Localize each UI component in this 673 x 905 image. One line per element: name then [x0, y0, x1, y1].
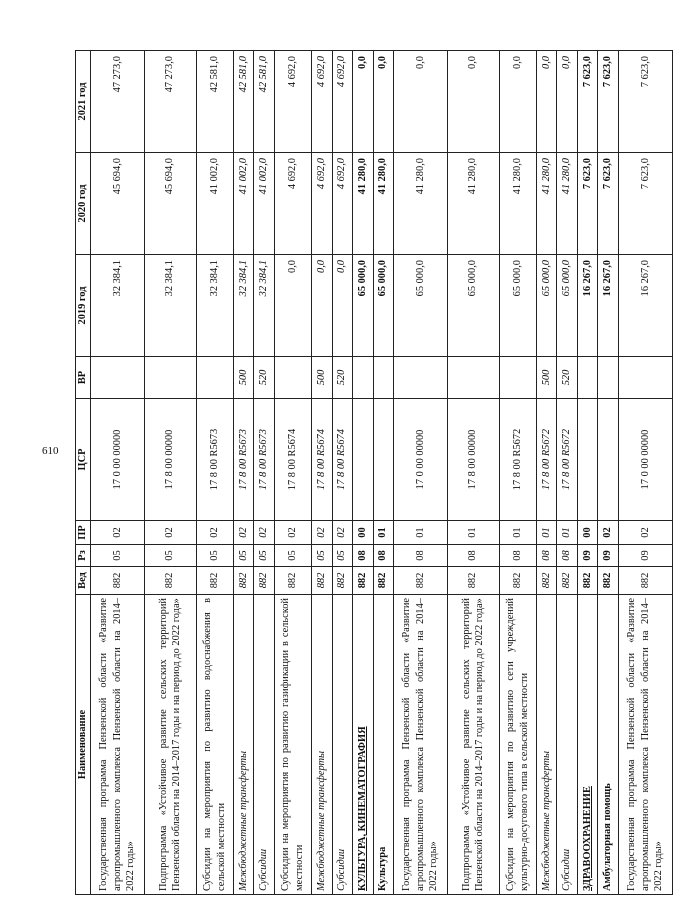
row-2020: 7 623,0: [598, 153, 618, 255]
row-name: Подпрограмма «Устойчивое развитие сельских территорий Пензенской области на 2014–2017 годы и на период до 2022 года»: [448, 595, 499, 895]
row-vr: [91, 357, 145, 399]
row-csr: 17 8 00 R5673: [233, 399, 253, 521]
row-pr: 01: [536, 521, 556, 545]
row-2019: 32 384,1: [91, 255, 145, 357]
table-row: [91, 51, 145, 895]
row-2021: 0,0: [353, 51, 373, 153]
row-ved: 882: [274, 567, 311, 595]
row-vr: [353, 357, 373, 399]
row-ved: 882: [373, 567, 393, 595]
row-ved: 882: [577, 567, 597, 595]
row-2021: 0,0: [448, 51, 499, 153]
row-2019: 65 000,0: [499, 255, 536, 357]
row-pr: 02: [145, 521, 196, 545]
row-ved: 882: [91, 567, 145, 595]
row-ved: 882: [618, 567, 672, 595]
row-2020: 41 280,0: [448, 153, 499, 255]
row-name: Культура: [373, 595, 393, 895]
header-csr: ЦСР: [76, 399, 91, 521]
row-rz: 05: [233, 545, 253, 567]
row-2020: 7 623,0: [577, 153, 597, 255]
row-pr: 00: [577, 521, 597, 545]
row-pr: 01: [373, 521, 393, 545]
row-vr: [598, 357, 618, 399]
row-2020: 41 280,0: [353, 153, 373, 255]
row-rz: 09: [598, 545, 618, 567]
row-pr: 00: [353, 521, 373, 545]
row-2021: 0,0: [557, 51, 577, 153]
row-ved: 882: [448, 567, 499, 595]
row-rz: 05: [196, 545, 233, 567]
row-2019: 0,0: [332, 255, 352, 357]
table-row: [557, 51, 577, 895]
row-vr: 500: [536, 357, 556, 399]
row-csr: 17 0 00 00000: [618, 399, 672, 521]
header-vr: ВР: [76, 357, 91, 399]
row-rz: 08: [394, 545, 448, 567]
row-ved: 882: [332, 567, 352, 595]
row-csr: 17 8 00 R5672: [499, 399, 536, 521]
row-rz: 05: [274, 545, 311, 567]
row-2021: 0,0: [394, 51, 448, 153]
table-row: [254, 51, 274, 895]
row-name: Межбюджетные трансферты: [312, 595, 332, 895]
budget-table: [75, 50, 673, 895]
row-rz: 08: [536, 545, 556, 567]
row-csr: [353, 399, 373, 521]
table-row: [448, 51, 499, 895]
row-vr: [577, 357, 597, 399]
row-ved: 882: [557, 567, 577, 595]
row-2019: 16 267,0: [598, 255, 618, 357]
row-vr: 520: [332, 357, 352, 399]
table-row: [233, 51, 253, 895]
row-2021: 4 692,0: [312, 51, 332, 153]
row-ved: 882: [598, 567, 618, 595]
row-pr: 01: [448, 521, 499, 545]
row-csr: 17 0 00 00000: [394, 399, 448, 521]
row-2021: 7 623,0: [577, 51, 597, 153]
row-name: Субсидии на мероприятия по развитию водоснабжения в сельской местности: [196, 595, 233, 895]
row-rz: 08: [499, 545, 536, 567]
row-2021: 0,0: [373, 51, 393, 153]
row-name: Подпрограмма «Устойчивое развитие сельских территорий Пензенской области на 2014–2017 годы и на период до 2022 года»: [145, 595, 196, 895]
row-2020: 41 280,0: [373, 153, 393, 255]
header-rz: Рз: [76, 545, 91, 567]
table-row: [312, 51, 332, 895]
row-rz: 08: [557, 545, 577, 567]
header-2019: 2019 год: [76, 255, 91, 357]
row-csr: 17 0 00 00000: [91, 399, 145, 521]
row-csr: 17 8 00 R5674: [332, 399, 352, 521]
row-name: КУЛЬТУРА, КИНЕМАТОГРАФИЯ: [353, 595, 373, 895]
row-rz: 08: [448, 545, 499, 567]
row-pr: 02: [196, 521, 233, 545]
row-2021: 0,0: [499, 51, 536, 153]
row-2020: 4 692,0: [274, 153, 311, 255]
row-pr: 01: [557, 521, 577, 545]
row-2019: 65 000,0: [353, 255, 373, 357]
row-rz: 05: [91, 545, 145, 567]
row-name: Субсидии: [332, 595, 352, 895]
header-ved: Вед: [76, 567, 91, 595]
row-2020: 4 692,0: [312, 153, 332, 255]
row-vr: [618, 357, 672, 399]
row-rz: 05: [254, 545, 274, 567]
row-2021: 7 623,0: [598, 51, 618, 153]
row-rz: 05: [312, 545, 332, 567]
row-2020: 41 280,0: [536, 153, 556, 255]
row-ved: 882: [254, 567, 274, 595]
row-2019: 32 384,1: [196, 255, 233, 357]
row-vr: 520: [557, 357, 577, 399]
row-vr: 500: [233, 357, 253, 399]
table-row: [373, 51, 393, 895]
row-vr: [274, 357, 311, 399]
row-2021: 4 692,0: [274, 51, 311, 153]
row-2019: 65 000,0: [557, 255, 577, 357]
row-2019: 32 384,1: [145, 255, 196, 357]
table-row: [394, 51, 448, 895]
header-2021: 2021 год: [76, 51, 91, 153]
row-name: Субсидии на мероприятия по развитию сети учреждений культурно-досугового типа в сельской местности: [499, 595, 536, 895]
row-2020: 41 002,0: [196, 153, 233, 255]
row-name: Межбюджетные трансферты: [536, 595, 556, 895]
row-2021: 47 273,0: [145, 51, 196, 153]
row-pr: 02: [91, 521, 145, 545]
table-row: [353, 51, 373, 895]
row-ved: 882: [312, 567, 332, 595]
row-rz: 05: [332, 545, 352, 567]
row-2020: 41 002,0: [233, 153, 253, 255]
row-2020: 41 002,0: [254, 153, 274, 255]
row-2021: 42 581,0: [196, 51, 233, 153]
row-pr: 02: [332, 521, 352, 545]
table-row: [145, 51, 196, 895]
row-csr: 17 8 00 R5674: [312, 399, 332, 521]
table-row: [332, 51, 352, 895]
row-ved: 882: [233, 567, 253, 595]
row-2019: 65 000,0: [394, 255, 448, 357]
row-vr: [145, 357, 196, 399]
row-vr: [394, 357, 448, 399]
table-row: [618, 51, 672, 895]
table-header-row: [76, 51, 91, 895]
row-csr: [577, 399, 597, 521]
row-csr: [598, 399, 618, 521]
row-name: Государственная программа Пензенской области «Развитие агропромышленного комплекса Пензенской области на 2014–2022 годы»: [91, 595, 145, 895]
row-2021: 42 581,0: [254, 51, 274, 153]
row-pr: 02: [312, 521, 332, 545]
row-pr: 02: [254, 521, 274, 545]
row-name: Субсидии: [254, 595, 274, 895]
row-vr: [196, 357, 233, 399]
table-row: [598, 51, 618, 895]
row-pr: 02: [598, 521, 618, 545]
row-rz: 09: [618, 545, 672, 567]
row-2020: 4 692,0: [332, 153, 352, 255]
row-2019: 16 267,0: [577, 255, 597, 357]
row-vr: 500: [312, 357, 332, 399]
row-pr: 01: [394, 521, 448, 545]
row-2019: 32 384,1: [233, 255, 253, 357]
row-vr: [448, 357, 499, 399]
row-ved: 882: [145, 567, 196, 595]
table-row: [196, 51, 233, 895]
row-2019: 0,0: [274, 255, 311, 357]
table-row: [499, 51, 536, 895]
row-rz: 08: [353, 545, 373, 567]
row-2020: 41 280,0: [394, 153, 448, 255]
row-2020: 41 280,0: [499, 153, 536, 255]
row-pr: 01: [499, 521, 536, 545]
row-csr: 17 8 00 R5673: [254, 399, 274, 521]
row-csr: 17 8 00 R5672: [536, 399, 556, 521]
row-pr: 02: [618, 521, 672, 545]
row-csr: [373, 399, 393, 521]
row-ved: 882: [196, 567, 233, 595]
row-name: Государственная программа Пензенской области «Развитие агропромышленного комплекса Пензенской области на 2014–2022 годы»: [394, 595, 448, 895]
row-name: Государственная программа Пензенской области «Развитие агропромышленного комплекса Пензенской области на 2014–2022 годы»: [618, 595, 672, 895]
row-2019: 32 384,1: [254, 255, 274, 357]
row-rz: 08: [373, 545, 393, 567]
row-2019: 65 000,0: [536, 255, 556, 357]
row-2019: 16 267,0: [618, 255, 672, 357]
table-row: [274, 51, 311, 895]
row-2019: 65 000,0: [448, 255, 499, 357]
row-2020: 45 694,0: [145, 153, 196, 255]
row-name: Субсидии: [557, 595, 577, 895]
header-2020: 2020 год: [76, 153, 91, 255]
row-csr: 17 8 00 R5672: [557, 399, 577, 521]
row-ved: 882: [499, 567, 536, 595]
table-row: [577, 51, 597, 895]
row-ved: 882: [353, 567, 373, 595]
rotated-page-content: [75, 51, 673, 895]
row-name: Субсидии на мероприятия по развитию газификации в сельской местности: [274, 595, 311, 895]
row-2020: 41 280,0: [557, 153, 577, 255]
row-name: Межбюджетные трансферты: [233, 595, 253, 895]
row-2021: 47 273,0: [91, 51, 145, 153]
row-2019: 65 000,0: [373, 255, 393, 357]
row-2021: 4 692,0: [332, 51, 352, 153]
row-csr: 17 8 00 00000: [145, 399, 196, 521]
row-2021: 0,0: [536, 51, 556, 153]
row-rz: 05: [145, 545, 196, 567]
row-pr: 02: [233, 521, 253, 545]
row-name: Амбулаторная помощь: [598, 595, 618, 895]
header-name: Наименование: [76, 595, 91, 895]
row-csr: 17 8 00 00000: [448, 399, 499, 521]
row-2021: 7 623,0: [618, 51, 672, 153]
header-pr: ПР: [76, 521, 91, 545]
row-2019: 0,0: [312, 255, 332, 357]
row-csr: 17 8 00 R5673: [196, 399, 233, 521]
row-csr: 17 8 00 R5674: [274, 399, 311, 521]
row-2021: 42 581,0: [233, 51, 253, 153]
row-vr: [499, 357, 536, 399]
row-2020: 45 694,0: [91, 153, 145, 255]
row-ved: 882: [536, 567, 556, 595]
row-vr: 520: [254, 357, 274, 399]
table-row: [536, 51, 556, 895]
row-name: ЗДРАВООХРАНЕНИЕ: [577, 595, 597, 895]
row-rz: 09: [577, 545, 597, 567]
row-vr: [373, 357, 393, 399]
row-2020: 7 623,0: [618, 153, 672, 255]
page-number: 610: [42, 445, 59, 457]
row-ved: 882: [394, 567, 448, 595]
row-pr: 02: [274, 521, 311, 545]
